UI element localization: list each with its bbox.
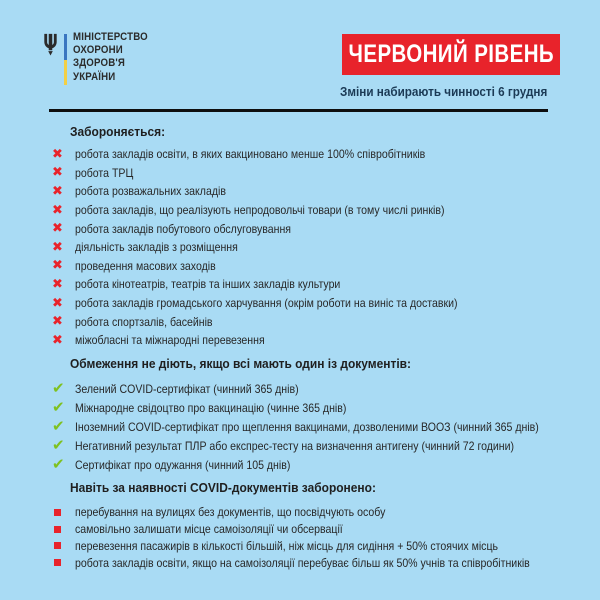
list-item: [52, 521, 600, 538]
ministry-name-line: ЗДОРОВ'Я: [73, 57, 126, 70]
section-heading: Забороняється:: [70, 124, 166, 139]
list-item-text: робота закладів освіти, в яких вакциновано менше 100% співробітників: [75, 147, 426, 162]
always-prohibited-list: [52, 504, 600, 571]
list-item: [52, 331, 600, 350]
flag-bar-yellow: [64, 60, 67, 85]
header-divider: [49, 109, 548, 112]
list-item-text: проведення масових заходів: [75, 258, 216, 273]
ministry-name-line: МІНІСТЕРСТВО: [73, 31, 148, 43]
ministry-name-line: ОХОРОНИ: [73, 44, 123, 57]
list-item: [52, 182, 600, 201]
red-x-icon: ✖: [52, 165, 63, 181]
list-item: [52, 294, 600, 313]
list-item: [52, 164, 600, 183]
list-item-text: робота ТРЦ: [75, 165, 134, 180]
green-check-icon: ✔: [52, 417, 65, 435]
list-item-text: Негативний результат ПЛР або експрес-тесту на визначення антигену (чинний 72 години): [75, 438, 515, 453]
ministry-name-line: УКРАЇНИ: [73, 70, 116, 83]
green-check-icon: ✔: [52, 379, 65, 397]
effective-date-subtitle: Зміни набирають чинності 6 грудня: [339, 84, 547, 99]
list-item-text: робота закладів освіти, якщо на самоізоляції перебуває більш як 50% учнів та співробітників: [75, 555, 530, 570]
list-item: [52, 238, 600, 257]
list-item: [52, 145, 600, 164]
ukraine-trident-icon: [41, 33, 60, 56]
list-item: [52, 504, 600, 521]
red-square-icon: [54, 542, 61, 549]
red-square-icon: [54, 559, 61, 566]
list-item-text: перевезення пасажирів в кількості більшій, ніж місць для сидіння + 50% стоячих місць: [75, 538, 499, 553]
section-heading: Навіть за наявності COVID-документів заборонено:: [70, 480, 376, 495]
red-x-icon: ✖: [52, 258, 63, 274]
list-item-text: Міжнародне свідоцтво про вакцинацію (чинне 365 днів): [75, 400, 347, 415]
red-x-icon: ✖: [52, 146, 63, 162]
list-item-text: Зелений COVID-сертифікат (чинний 365 днів): [75, 381, 299, 396]
flag-bar-blue: [64, 34, 67, 60]
bullet-cell: [52, 542, 75, 549]
list-item: [52, 219, 600, 238]
exceptions-list: [52, 379, 600, 474]
list-item: [52, 379, 600, 398]
bullet-cell: [52, 509, 75, 516]
red-square-icon: [54, 509, 61, 516]
list-item: [52, 201, 600, 220]
list-item: [52, 538, 600, 555]
list-item-text: самовільно залишати місце самоізоляції чи обсервації: [75, 522, 343, 537]
list-item: [52, 257, 600, 276]
list-item-text: робота закладів громадського харчування (окрім роботи на виніс та доставки): [75, 296, 458, 311]
list-item: [52, 398, 600, 417]
list-item-text: перебування на вулицях без документів, що посвідчують особу: [75, 505, 386, 520]
list-item: [52, 417, 600, 436]
green-check-icon: ✔: [52, 398, 65, 416]
list-item-text: робота розважальних закладів: [75, 184, 226, 199]
list-item: [52, 436, 600, 455]
red-x-icon: ✖: [52, 221, 63, 237]
ministry-logo: [41, 30, 241, 90]
red-x-icon: ✖: [52, 332, 63, 348]
red-x-icon: ✖: [52, 183, 63, 199]
list-item-text: діяльність закладів з розміщення: [75, 240, 238, 255]
list-item-text: Сертифікат про одужання (чинний 105 днів): [75, 457, 291, 472]
red-x-icon: ✖: [52, 239, 63, 255]
section-always-prohibited: [52, 480, 600, 571]
red-x-icon: ✖: [52, 295, 63, 311]
flag-bar: [64, 34, 67, 85]
list-item: [52, 312, 600, 331]
list-item: [52, 554, 600, 571]
red-level-banner-label: ЧЕРВОНИЙ РІВЕНЬ: [348, 40, 554, 68]
green-check-icon: ✔: [52, 436, 65, 454]
list-item: [52, 275, 600, 294]
section-prohibited: [52, 124, 600, 350]
list-item-text: Іноземний COVID-сертифікат про щеплення вакцинами, дозволеними ВООЗ (чинний 365 днів): [75, 419, 539, 434]
red-x-icon: ✖: [52, 202, 63, 218]
list-item: [52, 455, 600, 474]
list-item-text: робота кінотеатрів, театрів та інших закладів культури: [75, 277, 341, 292]
list-item-text: робота закладів, що реалізують непродовольчі товари (в тому числі ринків): [75, 203, 445, 218]
green-check-icon: ✔: [52, 455, 65, 473]
red-x-icon: ✖: [52, 276, 63, 292]
prohibited-list: [52, 145, 600, 350]
bullet-cell: [52, 526, 75, 533]
red-level-banner: [342, 34, 560, 75]
red-x-icon: ✖: [52, 314, 63, 330]
list-item-text: робота спортзалів, басейнів: [75, 314, 213, 329]
list-item-text: робота закладів побутового обслуговування: [75, 221, 291, 236]
ministry-name: [73, 31, 148, 84]
bullet-cell: [52, 559, 75, 566]
red-square-icon: [54, 526, 61, 533]
list-item-text: міжобласні та міжнародні перевезення: [75, 333, 265, 348]
section-exceptions: [52, 356, 600, 474]
section-heading: Обмеження не діють, якщо всі мають один із документів:: [70, 356, 412, 371]
